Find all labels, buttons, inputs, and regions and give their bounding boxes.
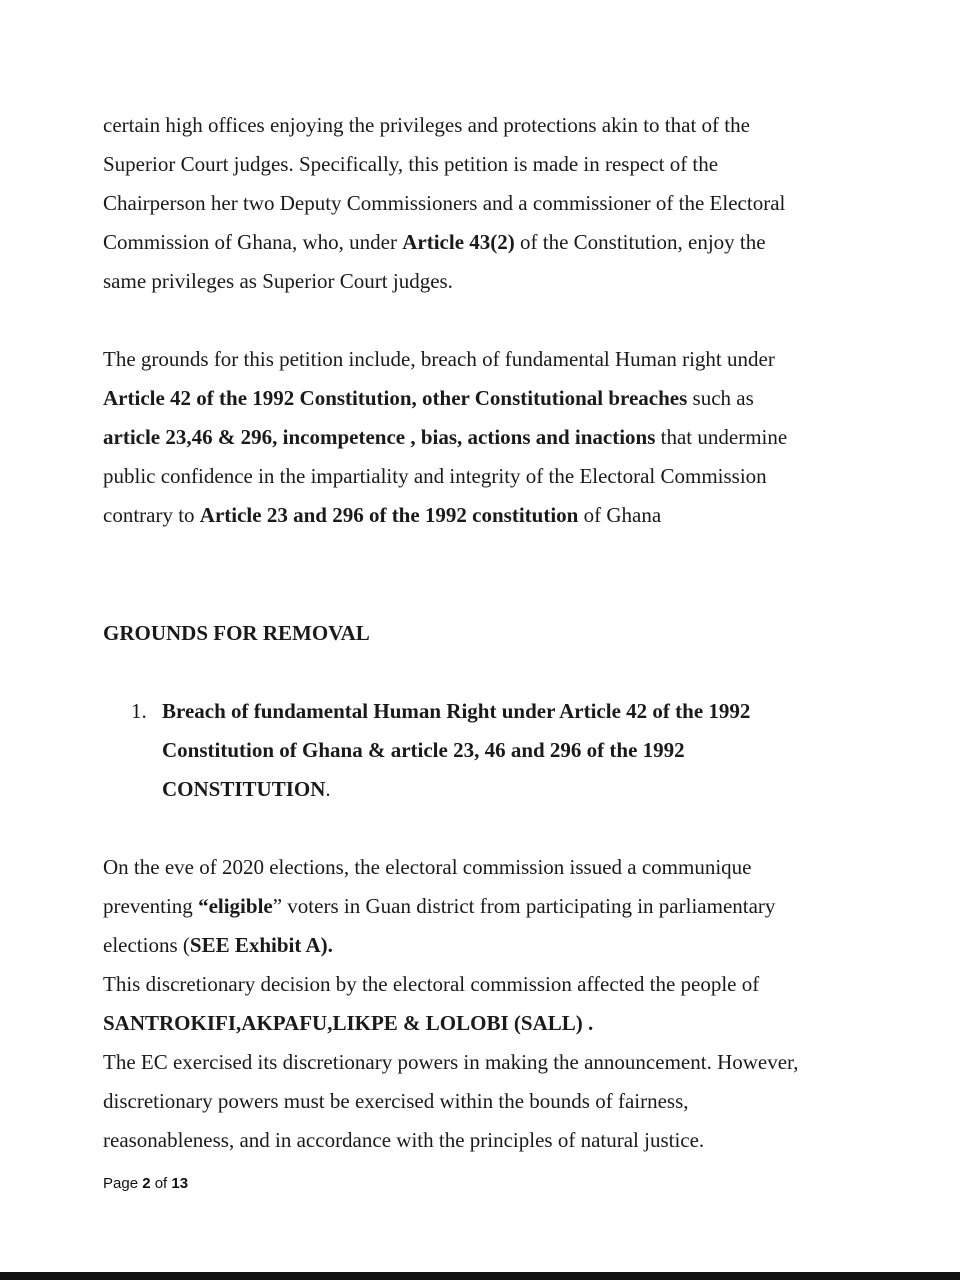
bold-text-run: Article 23 and 296 of the 1992 constitution: [199, 503, 579, 527]
paragraph-election-communique: [103, 848, 873, 1160]
footer-page-word: Page: [103, 1175, 143, 1192]
text-run: elections (: [103, 933, 190, 957]
text-line: On the eve of 2020 elections, the electoral commission issued a communique: [103, 855, 752, 879]
text-run: of the Constitution, enjoy the: [514, 230, 766, 254]
bold-article-reference: Article 43(2): [402, 230, 515, 254]
text-line: Breach of fundamental Human Right under Article 42 of the 1992: [162, 699, 751, 723]
text-line: The grounds for this petition include, breach of fundamental Human right under: [103, 347, 775, 371]
text-run: that undermine: [655, 425, 788, 449]
text-line: Chairperson her two Deputy Commissioners and a commissioner of the Electoral: [103, 191, 786, 215]
text-line: [103, 887, 873, 926]
bold-text-run: article 23,46 & 296, incompetence , bias, actions and inactions: [103, 425, 656, 449]
text-line: [103, 223, 873, 262]
text-run: contrary to: [103, 503, 200, 527]
text-line: [103, 1004, 873, 1043]
text-run: ” voters in Guan district from participating in parliamentary: [272, 894, 776, 918]
page-number-footer: [103, 1175, 188, 1192]
text-line: Constitution of Ghana & article 23, 46 and 296 of the 1992: [162, 738, 685, 762]
footer-current-page: 2: [142, 1175, 151, 1192]
text-line: [103, 926, 873, 965]
list-number: 1.: [131, 699, 147, 723]
text-run: CONSTITUTION: [162, 777, 326, 801]
text-line: same privileges as Superior Court judges.: [103, 269, 453, 293]
text-line: The EC exercised its discretionary powers in making the announcement. However,: [103, 1050, 799, 1074]
text-line: [103, 418, 873, 457]
text-line: certain high offices enjoying the privileges and protections akin to that of the: [103, 113, 750, 137]
section-heading: GROUNDS FOR REMOVAL: [103, 621, 370, 645]
text-run: Commission of Ghana, who, under: [103, 230, 403, 254]
paragraph-grounds-summary: [103, 340, 873, 535]
text-run: preventing: [103, 894, 199, 918]
text-run: .: [325, 777, 331, 801]
bold-text-run: “eligible: [198, 894, 273, 918]
text-run: such as: [687, 386, 754, 410]
text-line: discretionary powers must be exercised within the bounds of fairness,: [103, 1089, 689, 1113]
text-line: Superior Court judges. Specifically, this petition is made in respect of the: [103, 152, 719, 176]
bold-text-run: Article 42 of the 1992 Constitution, other Constitutional breaches: [103, 386, 688, 410]
footer-total-pages: 13: [171, 1175, 189, 1192]
text-line: public confidence in the impartiality and integrity of the Electoral Commission: [103, 464, 767, 488]
bold-place-names: SANTROKIFI,AKPAFU,LIKPE & LOLOBI (SALL) .: [103, 1011, 594, 1035]
text-line: This discretionary decision by the electoral commission affected the people of: [103, 972, 760, 996]
text-line: [103, 379, 873, 418]
page-bottom-edge: [0, 1272, 960, 1280]
bold-exhibit-reference: SEE Exhibit A).: [189, 933, 333, 957]
footer-of-word: of: [150, 1175, 172, 1192]
text-line: [162, 770, 750, 809]
text-line: [103, 496, 873, 535]
list-item-text: [162, 692, 750, 809]
text-line: reasonableness, and in accordance with the principles of natural justice.: [103, 1128, 705, 1152]
text-run: of Ghana: [578, 503, 662, 527]
paragraph-petition-scope: [103, 106, 873, 301]
